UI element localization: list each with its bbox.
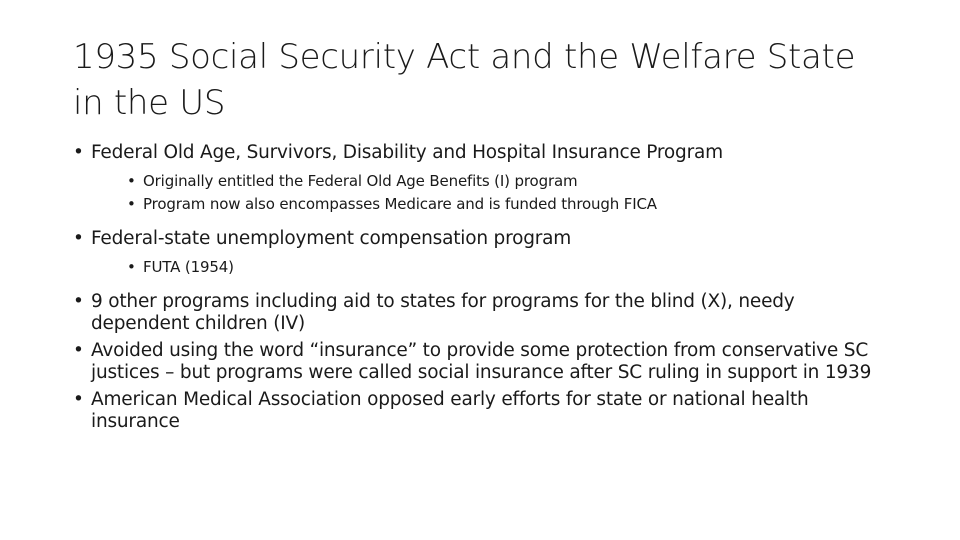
- bullet-icon: •: [73, 142, 84, 163]
- sub-bullet-item: [127, 193, 893, 216]
- bullet-item-other-programs: [73, 291, 893, 335]
- bullet-item-insurance-word: [73, 340, 893, 384]
- bullet-item-oasdhi: [73, 142, 893, 164]
- bullet-icon: •: [73, 291, 84, 312]
- sub-bullet-text: FUTA (1954): [143, 258, 234, 276]
- bullet-item-unemployment: [73, 228, 893, 250]
- bullet-text: 9 other programs including aid to states for programs for the blind (X), needy dependent children (IV): [91, 291, 795, 334]
- bullet-text: Avoided using the word “insurance” to provide some protection from conservative SC justices – but programs were called social insurance after SC ruling in support in 1939: [91, 340, 872, 383]
- sub-bullet-text: Originally entitled the Federal Old Age Benefits (I) program: [143, 172, 578, 190]
- bullet-icon: •: [73, 389, 84, 410]
- bullet-text: Federal-state unemployment compensation program: [91, 228, 572, 249]
- bullet-icon: •: [127, 195, 136, 213]
- bullet-icon: •: [73, 340, 84, 361]
- sub-bullet-text: Program now also encompasses Medicare and is funded through FICA: [143, 195, 657, 213]
- bullet-item-ama: [73, 389, 893, 433]
- sub-bullet-item: [127, 256, 893, 279]
- bullet-text: Federal Old Age, Survivors, Disability and Hospital Insurance Program: [91, 142, 723, 163]
- slide-title: 1935 Social Security Act and the Welfare State in the US: [73, 37, 856, 123]
- bullet-text: American Medical Association opposed early efforts for state or national health insurance: [91, 389, 809, 432]
- slide-body: [73, 142, 893, 433]
- sub-bullet-item: [127, 170, 893, 193]
- bullet-icon: •: [127, 258, 136, 276]
- bullet-icon: •: [127, 172, 136, 190]
- sub-list: [127, 170, 893, 216]
- bullet-icon: •: [73, 228, 84, 249]
- sub-list: [127, 256, 893, 279]
